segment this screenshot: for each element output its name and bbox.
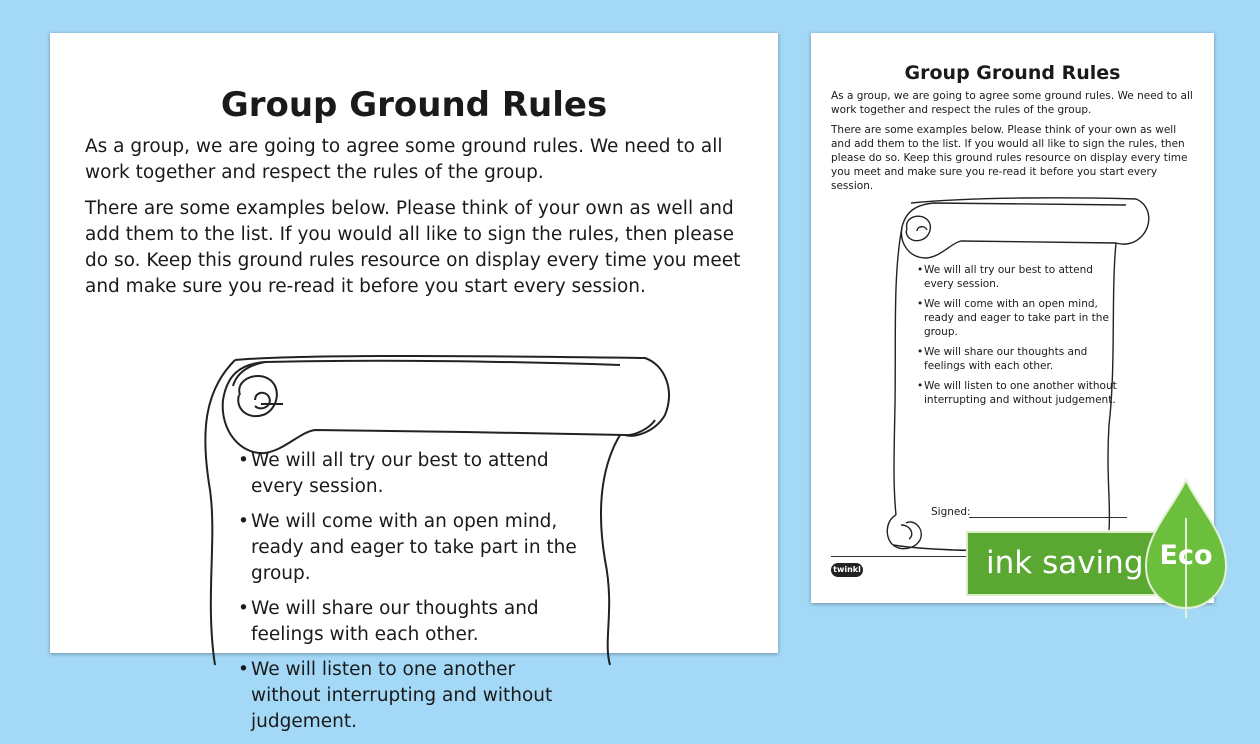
page-title: Group Ground Rules bbox=[904, 62, 1121, 84]
eco-label: Eco bbox=[1159, 540, 1213, 571]
intro-paragraph-2: There are some examples below. Please think of your own as well and add them to the list. If you would all like to sign the rules, then please do so. Keep this ground rules resource on display every time you meet and make sure you re-read it before you start every session. bbox=[831, 124, 1188, 192]
list-item: • We will all try our best to attend every session. bbox=[238, 448, 583, 500]
worksheet-large-preview bbox=[50, 33, 778, 732]
list-item: • We will share our thoughts and feelings with each other. bbox=[917, 345, 1117, 373]
list-item: • We will come with an open mind, ready and eager to take part in the group. bbox=[238, 509, 583, 587]
intro-paragraph-2: There are some examples below. Please think of your own as well and add them to the list. If you would all like to sign the rules, then please do so. Keep this ground rules resource on display every time you meet and make sure you re-read it before you start every session. bbox=[85, 198, 741, 297]
rules-list bbox=[238, 448, 583, 744]
list-item: • We will share our thoughts and feelings with each other. bbox=[238, 596, 583, 648]
page-title: Group Ground Rules bbox=[220, 85, 608, 125]
list-item: • We will listen to one another without interrupting and without judgement. bbox=[917, 379, 1117, 407]
signature-line bbox=[969, 517, 1127, 518]
signed-label: Signed: bbox=[931, 506, 971, 518]
list-item: • We will all try our best to attend every session. bbox=[917, 263, 1117, 291]
twinkl-logo: twinkl bbox=[831, 563, 863, 577]
list-item: • We will listen to one another without interrupting and without judgement. bbox=[238, 657, 583, 735]
list-item: • We will come with an open mind, ready and eager to take part in the group. bbox=[917, 297, 1117, 339]
intro-paragraph-1: As a group, we are going to agree some ground rules. We need to all work together and respect the rules of the group. bbox=[831, 90, 1193, 116]
rules-list bbox=[917, 263, 1117, 413]
ink-saving-label: ink saving bbox=[986, 545, 1144, 581]
intro-paragraph-1: As a group, we are going to agree some ground rules. We need to all work together and respect the rules of the group. bbox=[85, 136, 723, 183]
